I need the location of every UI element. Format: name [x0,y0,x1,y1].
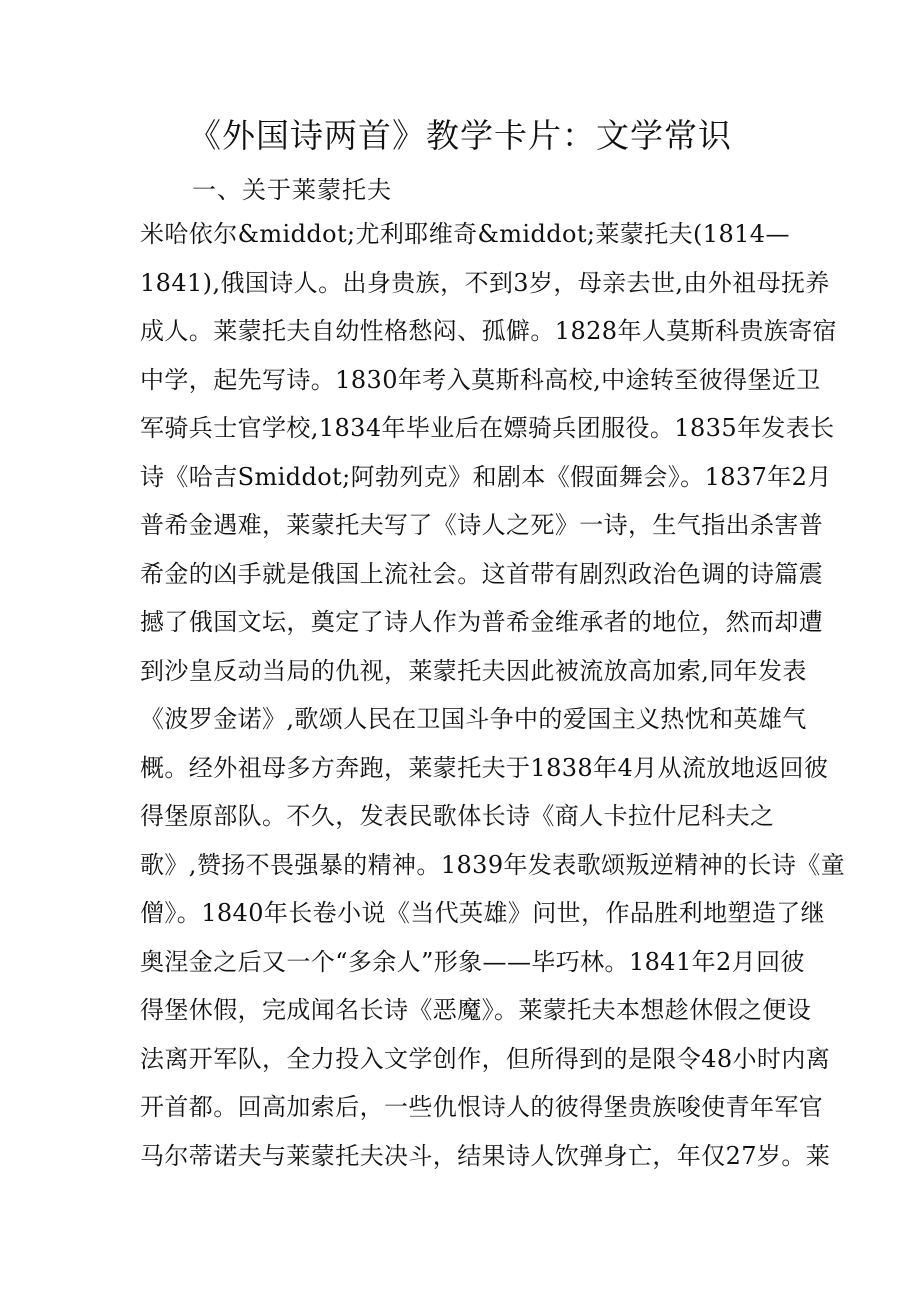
section-heading: 一、关于莱蒙托夫 [192,176,392,204]
body-line: 得堡原部队。不久，发表民歌体长诗《商人卡拉什尼科夫之 [140,802,775,830]
body-text [140,210,846,1180]
body-line: 中学，起先写诗。1830年考入莫斯科高校,中途转至彼得堡近卫 [140,365,821,394]
body-line: 1841),俄国诗人。出身贵族，不到3岁，母亲去世,由外祖母抚养 [140,268,830,297]
body-line: 诗《哈吉Smiddot;阿勃列克》和剧本《假面舞会》。1837年2月 [140,462,832,491]
body-line: 希金的凶手就是俄国上流社会。这首带有剧烈政治色调的诗篇震 [140,559,824,588]
body-line: 米哈依尔&middot;尤利耶维奇&middot;莱蒙托夫(1814— [140,220,790,248]
body-line: 军骑兵士官学校,1834年毕业后在嫖骑兵团服役。1835年发表长 [140,414,835,442]
body-line: 概。经外祖母多方奔跑，莱蒙托夫于1838年4月从流放地返回彼 [140,753,829,782]
document-title: 《外国诗两首》教学卡片：文学常识 [188,116,732,155]
body-line: 法离开军队，全力投入文学创作，但所得到的是限令48小时内离 [140,1044,831,1073]
body-line: 得堡休假，完成闻名长诗《恶魔》。莱蒙托夫本想趁休假之便设 [140,996,812,1024]
body-line: 撼了俄国文坛，奠定了诗人作为普希金维承者的地位，然而却遭 [140,608,824,636]
body-line: 成人。莱蒙托夫自幼性格愁闷、孤僻。1828年人莫斯科贵族寄宿 [140,317,838,345]
body-line: 歌》,赞扬不畏强暴的精神。1839年发表歌颂叛逆精神的长诗《童 [140,850,846,879]
body-line: 到沙皇反动当局的仇视，莱蒙托夫因此被流放高加索,同年发表 [140,656,807,685]
body-line: 奥涅金之后又一个“多余人”形象——毕巧林。1841年2月回彼 [140,947,805,976]
body-line: 僧》。1840年长卷小说《当代英雄》问世，作品胜利地塑造了继 [140,899,826,927]
body-line: 马尔蒂诺夫与莱蒙托夫决斗，结果诗人饮弹身亡，年仅27岁。莱 [140,1141,831,1170]
body-line: 《波罗金诺》,歌颂人民在卫国斗争中的爱国主义热忱和英雄气 [140,705,807,733]
body-line: 普希金遇难，莱蒙托夫写了《诗人之死》一诗，生气指出杀害普 [140,511,824,539]
body-line: 开首都。回高加索后，一些仇恨诗人的彼得堡贵族唆使青年军官 [140,1093,824,1121]
